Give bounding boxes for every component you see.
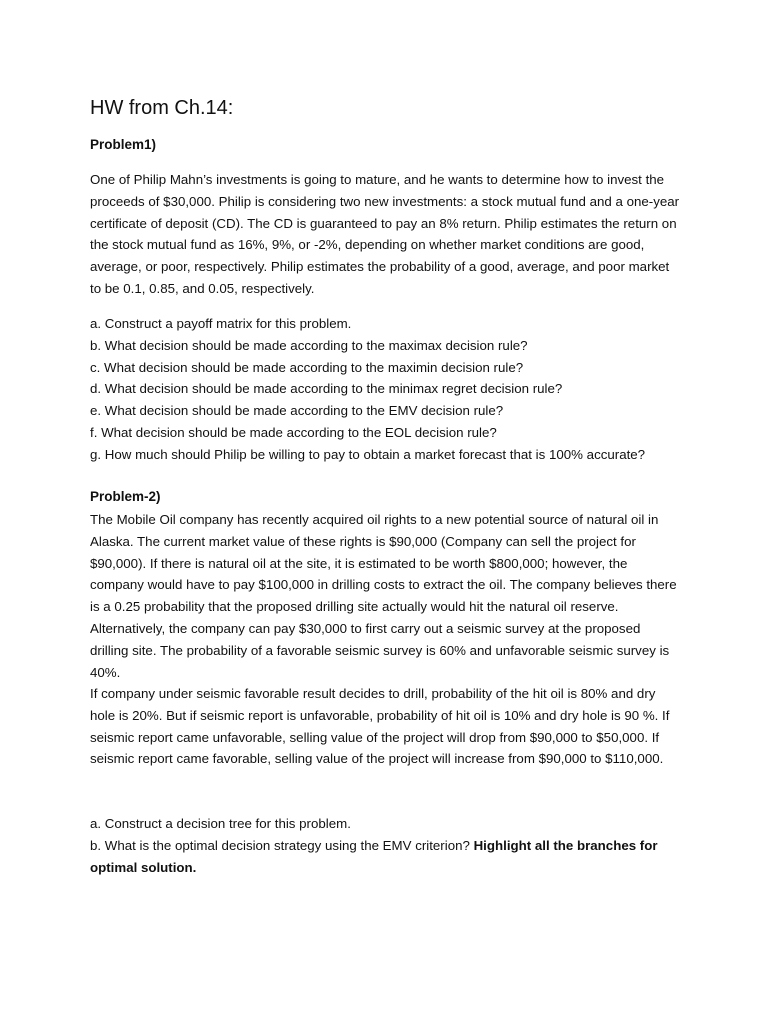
page-title: HW from Ch.14: — [90, 97, 234, 119]
problem1-question-g: g. How much should Philip be willing to pay to obtain a market forecast that is 100% accurate? — [90, 446, 646, 462]
problem1-questions — [90, 313, 690, 466]
problem2-question-a: a. Construct a decision tree for this problem. — [90, 816, 351, 831]
problem2-question-b-emphasis: Highlight all the branches for optimal solution. — [90, 838, 658, 875]
problem2-question-b — [90, 835, 680, 879]
problem1-question-d: d. What decision should be made according to the minimax regret decision rule? — [90, 381, 563, 397]
problem1-heading: Problem1) — [90, 137, 157, 152]
problem1-question-e: e. What decision should be made according to the EMV decision rule? — [90, 403, 504, 419]
problem2-paragraph-1: The Mobile Oil company has recently acquired oil rights to a new potential source of natural oil in Alaska. The current market value of these rights is $90,000 (Company can sell the project for $90,000). If there is natural oil at the site, it is estimated to be worth $800,000; however, the company would have to pay $100,000 in drilling costs to extract the oil. The company believes there is a 0.25 probability that the proposed drilling site actually would hit the natural oil reserve. Alternatively, the company can pay $30,000 to first carry out a seismic survey at the proposed drilling site. The probability of a favorable seismic survey is 60% and unfavorable seismic survey is 40%. — [90, 512, 677, 680]
problem2-heading: Problem-2) — [90, 489, 161, 504]
problem1-question-a: a. Construct a payoff matrix for this problem. — [90, 316, 352, 331]
problem1-question-f: f. What decision should be made according to the EOL decision rule? — [90, 424, 497, 440]
problem1-paragraph: One of Philip Mahn’s investments is going to mature, and he wants to determine how to invest the proceeds of $30,000. Philip is considering two new investments: a stock mutual fund and a one-year certificate of deposit (CD). The CD is guaranteed to pay an 8% return. Philip estimates the return on the stock mutual fund as 16%, 9%, or -2%, depending on whether market conditions are good, average, or poor, respectively. Philip estimates the probability of a good, average, and poor market to be 0.1, 0.85, and 0.05, respectively. — [90, 172, 680, 296]
problem2-question-b-text: b. What is the optimal decision strategy using the EMV criterion? — [90, 838, 474, 853]
problem1-question-b: b. What decision should be made according to the maximax decision rule? — [90, 337, 528, 353]
problem2-paragraph-2: If company under seismic favorable result decides to drill, probability of the hit oil is 80% and dry hole is 20%. But if seismic report is unfavorable, probability of hit oil is 10% and dry hole is 90 %. If seismic report came unfavorable, selling value of the project will drop from $90,000 to $50,000. If seismic report came favorable, selling value of the project will increase from $90,000 to $110,000. — [90, 686, 670, 767]
problem1-question-c: c. What decision should be made according to the maximin decision rule? — [90, 359, 524, 375]
